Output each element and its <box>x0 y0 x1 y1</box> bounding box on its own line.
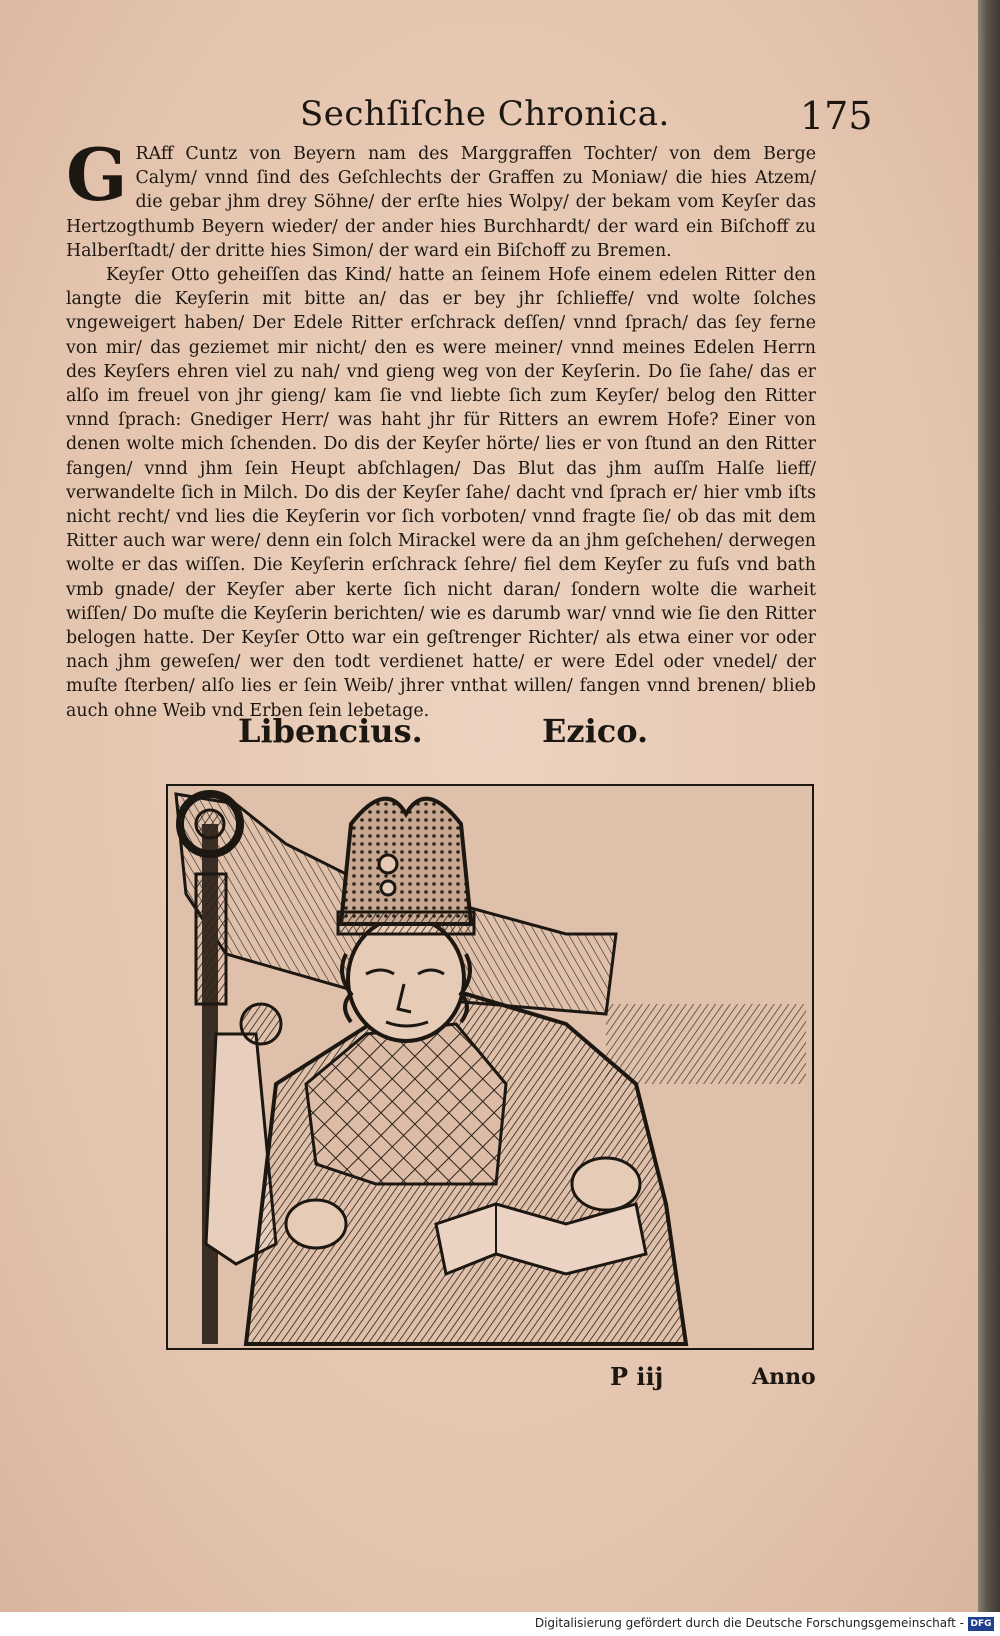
book-binding-edge <box>978 0 1000 1612</box>
paragraph-1-text: RAff Cuntz von Beyern nam des Marggraffen Tochter/ von dem Berge Calym/ vnnd ſind des Geſchlechts der Graffen zu Moniaw/ die hies Atzem/ die gebar jhm drey Söhne/ der erſte hies Wolpy/ der bekam vom Keyſer das Hertzogthumb Beyern wieder/ der ander hies Burchhardt/ der ward ein Biſchoff zu Halberſtadt/ der dritte hies Simon/ der ward ein Biſchoff zu Bremen. <box>66 144 816 261</box>
woodcut-bishop-portrait <box>166 784 814 1350</box>
paragraph-2: Keyſer Otto geheiſſen das Kind/ hatte an ſeinem Hofe einem edelen Ritter den langte die Keyſerin mit bitte an/ das er bey jhr ſchlieffe/ vnd wolte ſolches vngeweigert haben/ Der Edele Ritter erſchrack deſſen/ vnnd ſprach/ das ſey ferne von mir/ das geziemet mir nicht/ den es were meiner/ vnnd meines Edelen Herrn des Keyſers ehren viel zu nah/ vnd gieng weg von der Keyſerin. Do ſie ſahe/ das er alſo im freuel von jhr gieng/ kam ſie vnd liebte ſich zum Keyſer/ belog den Ritter vnnd ſprach: Gnediger Herr/ was haht jhr für Ritters an ewrem Hofe? Einer von denen wolte mich ſchenden. Do dis der Keyſer hörte/ lies er von ſtund an den Ritter fangen/ vnnd jhm ſein Heupt abſchlagen/ Das Blut das jhm auſſm Halſe lieff/ verwandelte ſich in Milch. Do dis der Keyſer ſahe/ dacht vnd ſprach er/ hier vmb iſts nicht recht/ vnd lies die Keyſerin vor ſich vorboten/ vnnd fragte ſie/ ob das mit dem Ritter auch war were/ denn ein ſolch Mirackel were da an jhm geſchehen/ derwegen wolte er das wiſſen. Die Keyſerin erſchrack ſehre/ fiel dem Keyſer zu fuſs vnd bath vmb gnade/ der Keyſer aber kerte ſich nicht daran/ ſondern wolte die warheit wiſſen/ Do muſte die Keyſerin berichten/ wie es darumb war/ vnnd wie ſie den Ritter belogen hatte. Der Keyſer Otto war ein geſtrenger Richter/ als etwa einer vor oder nach jhm geweſen/ wer den todt verdienet hatte/ er were Edel oder vnedel/ der muſte ſterben/ alſo lies er ſein Weib/ jhrer vnthat willen/ fangen vnnd brenen/ blieb auch ohne Weib vnd Erben ſein lebetage. <box>66 265 816 721</box>
dfg-logo: DFG <box>968 1617 994 1631</box>
footer-bar <box>0 1612 1000 1636</box>
catchword: Anno <box>752 1364 816 1390</box>
signature-mark: P iij <box>610 1362 664 1391</box>
footer-credit: Digitalisierung gefördert durch die Deutsche Forschungsgemeinschaft - <box>534 1616 964 1630</box>
running-head: Sechſiſche Chronica. <box>300 94 670 134</box>
drop-cap: G <box>66 132 128 217</box>
paragraph-1 <box>66 132 816 263</box>
page-number: 175 <box>800 94 873 138</box>
caption-left-name: Libencius. <box>238 712 423 750</box>
caption-right-name: Ezico. <box>542 712 649 750</box>
text-block <box>66 132 816 723</box>
